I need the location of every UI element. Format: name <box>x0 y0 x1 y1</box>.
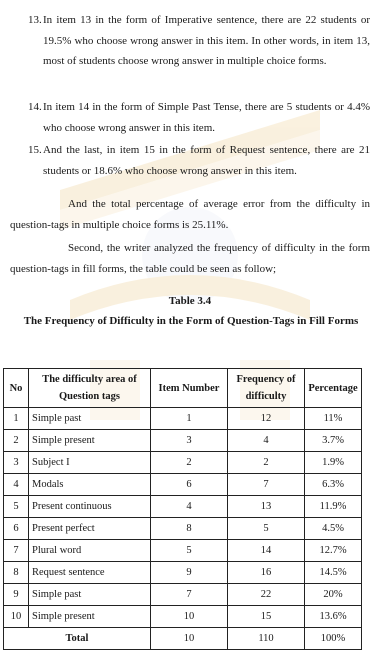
paragraph-average-error: And the total percentage of average error from the difficulty in question-tags in multiple choice forms is 25.11%. <box>10 198 370 231</box>
cell-difficulty-area: Simple past <box>29 584 151 606</box>
cell-frequency: 14 <box>228 540 305 562</box>
cell-percentage: 14.5% <box>305 562 362 584</box>
cell-percentage: 20% <box>305 584 362 606</box>
header-item-number: Item Number <box>151 369 228 408</box>
frequency-table <box>3 368 362 650</box>
list-item-number: 15. <box>28 144 42 156</box>
table-caption-label: Table 3.4 <box>168 295 212 307</box>
table-row <box>4 430 362 452</box>
cell-difficulty-area: Subject I <box>29 452 151 474</box>
table-row <box>4 408 362 430</box>
cell-percentage: 12.7% <box>305 540 362 562</box>
cell-item-number: 8 <box>151 518 228 540</box>
cell-percentage: 11.9% <box>305 496 362 518</box>
total-label: Total <box>4 628 151 650</box>
cell-difficulty-area: Modals <box>29 474 151 496</box>
cell-difficulty-area: Simple past <box>29 408 151 430</box>
cell-item-number: 5 <box>151 540 228 562</box>
table-row <box>4 518 362 540</box>
cell-no: 6 <box>4 518 29 540</box>
table-row <box>4 540 362 562</box>
list-item-text: In item 13 in the form of Imperative sentence, there are 22 students or 19.5% who choose wrong answer in this item. In other words, in item 13, most of students choose wrong answer in multiple choice forms. <box>43 14 370 67</box>
cell-item-number: 3 <box>151 430 228 452</box>
header-percentage: Percentage <box>305 369 362 408</box>
cell-no: 2 <box>4 430 29 452</box>
list-item-number: 14. <box>28 101 42 113</box>
table-row <box>4 474 362 496</box>
header-difficulty-area: The difficulty area of Question tags <box>29 369 151 408</box>
cell-frequency: 4 <box>228 430 305 452</box>
cell-no: 3 <box>4 452 29 474</box>
cell-item-number: 4 <box>151 496 228 518</box>
cell-item-number: 9 <box>151 562 228 584</box>
list-item-13 <box>28 10 370 72</box>
cell-percentage: 11% <box>305 408 362 430</box>
cell-percentage: 1.9% <box>305 452 362 474</box>
cell-frequency: 15 <box>228 606 305 628</box>
cell-item-number: 2 <box>151 452 228 474</box>
table-row <box>4 606 362 628</box>
cell-frequency: 5 <box>228 518 305 540</box>
cell-item-number: 7 <box>151 584 228 606</box>
cell-difficulty-area: Simple present <box>29 430 151 452</box>
table-row <box>4 584 362 606</box>
table-row <box>4 452 362 474</box>
cell-difficulty-area: Simple present <box>29 606 151 628</box>
header-frequency: Frequency of difficulty <box>228 369 305 408</box>
cell-no: 8 <box>4 562 29 584</box>
cell-no: 4 <box>4 474 29 496</box>
cell-difficulty-area: Request sentence <box>29 562 151 584</box>
list-item-text: In item 14 in the form of Simple Past Tense, there are 5 students or 4.4% who choose wrong answer in this item. <box>43 101 370 134</box>
total-percentage: 100% <box>305 628 362 650</box>
cell-no: 9 <box>4 584 29 606</box>
cell-difficulty-area: Present perfect <box>29 518 151 540</box>
cell-no: 1 <box>4 408 29 430</box>
total-item-number: 10 <box>151 628 228 650</box>
cell-frequency: 13 <box>228 496 305 518</box>
cell-percentage: 3.7% <box>305 430 362 452</box>
table-caption-title: The Frequency of Difficulty in the Form of Question-Tags in Fill Forms <box>23 315 359 327</box>
cell-frequency: 22 <box>228 584 305 606</box>
table-total-row <box>4 628 362 650</box>
cell-item-number: 10 <box>151 606 228 628</box>
cell-difficulty-area: Present continuous <box>29 496 151 518</box>
cell-frequency: 12 <box>228 408 305 430</box>
cell-percentage: 6.3% <box>305 474 362 496</box>
cell-percentage: 13.6% <box>305 606 362 628</box>
header-no: No <box>4 369 29 408</box>
list-item-14 <box>28 97 370 138</box>
table-header-row <box>4 369 362 408</box>
list-item-text: And the last, in item 15 in the form of Request sentence, there are 21 students or 18.6% who choose wrong answer in this item. <box>43 144 370 177</box>
paragraph-second-analysis: Second, the writer analyzed the frequency of difficulty in the form question-tags in fill forms, the table could be seen as follow; <box>10 242 370 275</box>
cell-no: 5 <box>4 496 29 518</box>
cell-percentage: 4.5% <box>305 518 362 540</box>
cell-item-number: 6 <box>151 474 228 496</box>
cell-no: 10 <box>4 606 29 628</box>
cell-frequency: 16 <box>228 562 305 584</box>
cell-frequency: 2 <box>228 452 305 474</box>
total-frequency: 110 <box>228 628 305 650</box>
cell-frequency: 7 <box>228 474 305 496</box>
cell-no: 7 <box>4 540 29 562</box>
table-row <box>4 562 362 584</box>
cell-difficulty-area: Plural word <box>29 540 151 562</box>
list-item-15 <box>28 140 370 181</box>
cell-item-number: 1 <box>151 408 228 430</box>
list-item-number: 13. <box>28 14 42 26</box>
table-row <box>4 496 362 518</box>
